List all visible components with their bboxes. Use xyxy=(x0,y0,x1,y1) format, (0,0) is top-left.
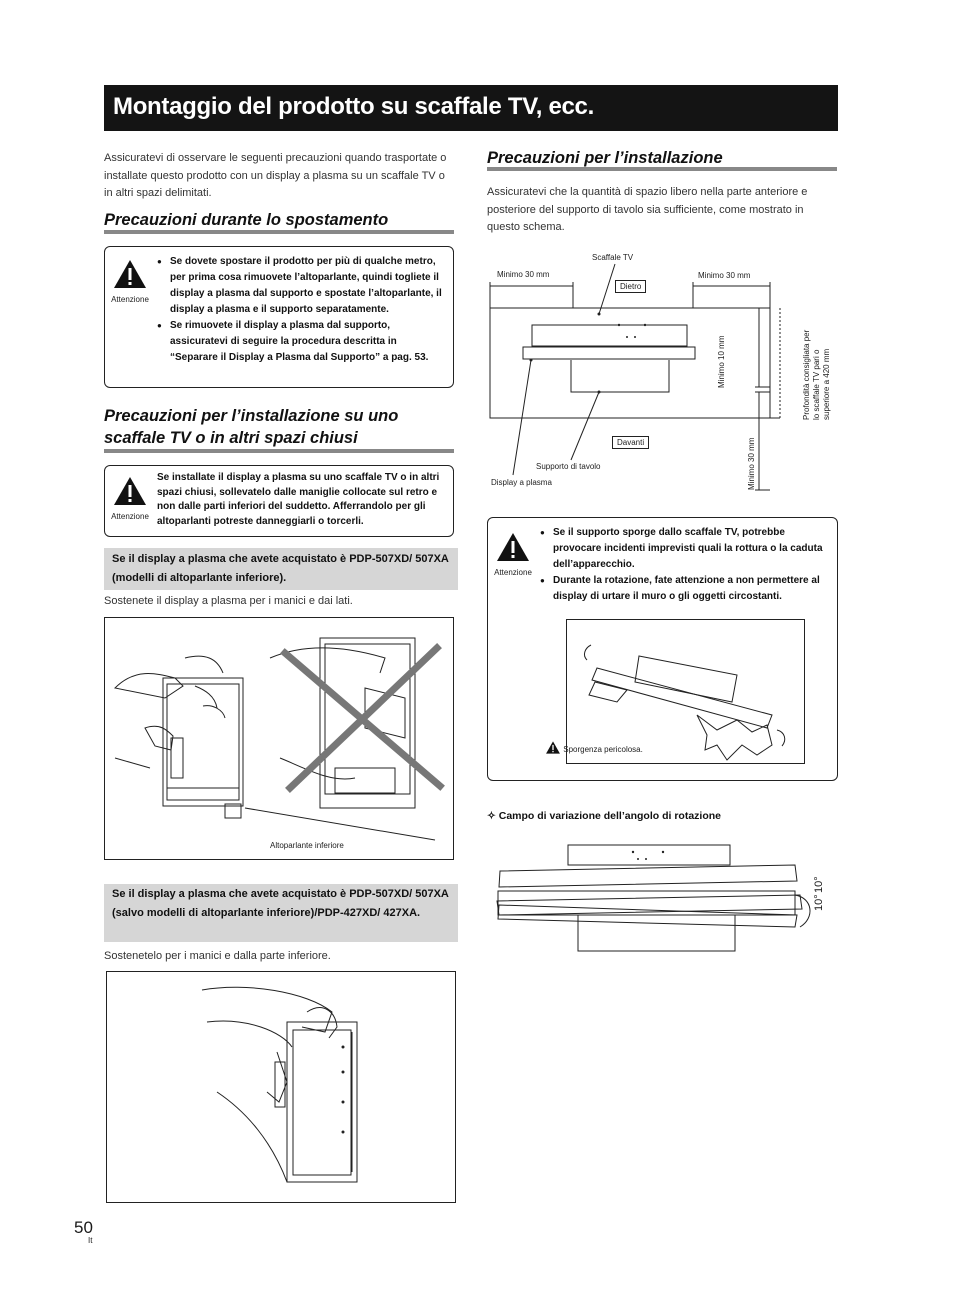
heading-line: scaffale TV o in altri spazi chiusi xyxy=(104,429,358,447)
lifting-illustration xyxy=(105,618,453,859)
installation-intro: Assicuratevi che la quantità di spazio libero nella parte anteriore e posteriore del supporto di tavolo sia sufficiente, come mostrato in questo schema. xyxy=(487,186,808,233)
warning-bullet: ● Durante la rotazione, fate attenzione a non permettere al display di urtare il muro o gli oggetti circostanti. xyxy=(540,573,830,605)
heading-rule xyxy=(487,167,837,171)
rotation-range-figure xyxy=(495,843,835,958)
danger-label: Sporgenza pericolosa. xyxy=(563,745,643,754)
warning-icon xyxy=(492,532,534,577)
figure-label: Altoparlante inferiore xyxy=(270,841,344,850)
warning-box-closed-spaces xyxy=(104,465,454,537)
depth-line: lo scaffale TV pari o xyxy=(812,349,821,420)
label-plasma-display: Display a plasma xyxy=(491,478,552,487)
warning-label: Attenzione xyxy=(111,512,149,521)
heading-rule xyxy=(104,449,454,453)
warning-icon xyxy=(109,476,151,521)
section-heading-closed-spaces xyxy=(104,405,464,449)
angle-label: 10° xyxy=(813,876,825,893)
warning-label: Attenzione xyxy=(494,568,532,577)
depth-line: Profondità consigliata per xyxy=(802,329,811,420)
figure-lifting-bottom-speaker xyxy=(104,617,454,860)
language-code: It xyxy=(88,1236,93,1245)
warning-text: Se installate il display a plasma su uno scaffale TV o in altri spazi chiusi, sollevatelo dalle maniglie collocate sul retro e non dalle parti inferiori del suddetto. Afferrandolo per gli altoparlanti potreste danneggiarli o torcerli. xyxy=(157,472,440,527)
caption: Sostenete il display a plasma per i manici e dai lati. xyxy=(104,595,353,607)
section-heading-installation: Precauzioni per l’installazione xyxy=(487,149,723,167)
page-number: 50 xyxy=(74,1218,93,1237)
warning-bullet: ● Se rimuovete il display a plasma dal supporto, assicuratevi di seguire la procedura descritta in “Separare il Display a Plasma dal Supporto” a pag. 53. xyxy=(157,318,445,366)
heading-line: Precauzioni per l’installazione su uno xyxy=(104,407,399,425)
rotation-hazard-figure xyxy=(563,619,805,764)
page-title-bar xyxy=(104,85,838,131)
lifting-illustration-2 xyxy=(107,972,455,1202)
model-note-box: Se il display a plasma che avete acquistato è PDP-507XD/ 507XA (modelli di altoparlante inferiore). xyxy=(104,548,458,590)
label-min-30-vertical: Minimo 30 mm xyxy=(747,437,756,490)
danger-caption xyxy=(545,741,643,754)
rotation-range-illustration xyxy=(495,843,835,958)
heading-rule xyxy=(104,230,454,234)
depth-line: superiore a 420 mm xyxy=(822,348,831,420)
warning-label: Attenzione xyxy=(111,295,149,304)
warning-box-moving xyxy=(104,246,454,388)
label-front: Davanti xyxy=(612,436,649,449)
danger-icon xyxy=(545,741,561,754)
model-note-box: Se il display a plasma che avete acquistato è PDP-507XD/ 507XA (salvo modelli di altoparlante inferiore)/PDP-427XD/ 427XA. xyxy=(104,884,458,942)
clearance-diagram xyxy=(487,250,839,495)
angle-label: 10° xyxy=(813,894,825,911)
caption: Sostenetelo per i manici e dalla parte inferiore. xyxy=(104,950,331,962)
label-min-30-left: Minimo 30 mm xyxy=(497,270,550,279)
page-title: Montaggio del prodotto su scaffale TV, ecc. xyxy=(113,93,594,120)
section-heading-moving: Precauzioni durante lo spostamento xyxy=(104,211,389,229)
label-back: Dietro xyxy=(615,280,646,293)
rotation-range-heading xyxy=(487,810,721,822)
warning-icon xyxy=(109,259,151,304)
warning-box-protrusion xyxy=(487,517,838,781)
intro-paragraph: Assicuratevi di osservare le seguenti precauzioni quando trasportate o installate questo prodotto con un display a plasma su un scaffale TV o in altri spazi delimitati. xyxy=(104,152,447,199)
label-recommended-depth xyxy=(802,330,832,420)
label-min-30-right: Minimo 30 mm xyxy=(698,271,751,280)
label-table-stand: Supporto di tavolo xyxy=(536,462,601,471)
warning-bullet: ● Se dovete spostare il prodotto per più di qualche metro, per prima cosa rimuovete l’altoparlante, quindi togliete il display a plasma dal supporto e spostate l’altoparlante, il display a plasma e il supporto separatamente. xyxy=(157,254,445,318)
warning-bullet: ● Se il supporto sporge dallo scaffale TV, potrebbe provocare incidenti imprevisti quali la rottura o la caduta dell’apparecchio. xyxy=(540,525,830,573)
label-tv-shelf: Scaffale TV xyxy=(592,253,634,262)
label-min-10-mm: Minimo 10 mm xyxy=(717,335,726,388)
rotation-heading-text: Campo di variazione dell’angolo di rotazione xyxy=(498,810,722,822)
diamond-bullet-icon: ✧ xyxy=(487,810,496,822)
figure-lifting-bottom xyxy=(106,971,456,1203)
